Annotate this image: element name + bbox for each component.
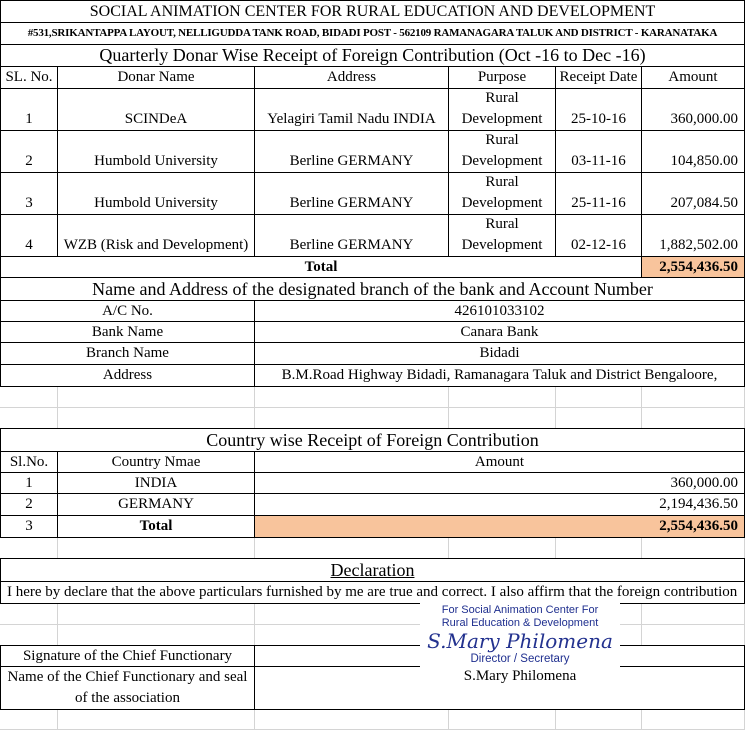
purpose-line2: Development xyxy=(461,195,543,211)
bank-label-bank-name: Bank Name xyxy=(0,321,255,343)
declaration-title: Declaration xyxy=(330,560,415,580)
bank-title: Name and Address of the designated branch of the bank and Account Number xyxy=(0,277,745,301)
cell-donor-name: Humbold University xyxy=(57,172,255,215)
total-amount: 2,554,436.50 xyxy=(641,256,745,278)
handwritten-signature: S.Mary Philomena xyxy=(427,629,613,653)
cell-sl: 1 xyxy=(0,472,58,494)
stamp-line2: Rural Education & Development xyxy=(441,617,599,629)
cell-purpose xyxy=(448,88,556,131)
bank-label-address: Address xyxy=(0,364,255,387)
purpose-line2: Development xyxy=(461,111,543,127)
cell-sl: 4 xyxy=(0,214,58,257)
col-header-receipt-date: Receipt Date xyxy=(555,66,642,89)
stamp-line1: For Social Animation Center For xyxy=(441,604,599,616)
cell-amount: 360,000.00 xyxy=(641,88,745,131)
cell-address: Berline GERMANY xyxy=(254,130,449,173)
gridline xyxy=(0,407,745,408)
bank-value-address: B.M.Road Highway Bidadi, Ramanagara Taluk and District Bengaloore, xyxy=(254,364,745,387)
cell-receipt-date: 25-10-16 xyxy=(555,88,642,131)
country-title: Country wise Receipt of Foreign Contribution xyxy=(0,428,745,452)
cell-donor-name: SCINDeA xyxy=(57,88,255,131)
col-header-sl: SL. No. xyxy=(0,66,58,89)
signature-stamp-image xyxy=(420,603,620,697)
cell-address: Yelagiri Tamil Nadu INDIA xyxy=(254,88,449,131)
cell-receipt-date: 25-11-16 xyxy=(555,172,642,215)
cell-donor-name: Humbold University xyxy=(57,130,255,173)
cell-sl: 1 xyxy=(0,88,58,131)
purpose-line2: Development xyxy=(461,237,543,253)
cell-amount: 104,850.00 xyxy=(641,130,745,173)
cell-donor-name: WZB (Risk and Development) xyxy=(57,214,255,257)
cell-sl: 2 xyxy=(0,493,58,516)
declaration-text: I here by declare that the above particulars furnished by me are true and correct. I also affirm that the foreign contribution xyxy=(0,581,745,604)
purpose-line2: Development xyxy=(461,153,543,169)
purpose-line1: Rural xyxy=(485,90,519,106)
cell-country: INDIA xyxy=(57,472,255,494)
col-header-amount: Amount xyxy=(641,66,745,89)
cell-amount: 360,000.00 xyxy=(254,472,745,494)
cell-country-total: Total xyxy=(57,515,255,538)
total-label: Total xyxy=(0,256,642,278)
cell-address: Berline GERMANY xyxy=(254,214,449,257)
cell-sl: 3 xyxy=(0,515,58,538)
purpose-line1: Rural xyxy=(485,174,519,190)
cell-amount: 2,194,436.50 xyxy=(254,493,745,516)
declaration-title-cell xyxy=(0,558,745,582)
bank-value-bank-name: Canara Bank xyxy=(254,321,745,343)
col-header-address: Address xyxy=(254,66,449,89)
stamp-line3: Director / Secretary xyxy=(470,653,570,665)
cell-receipt-date: 02-12-16 xyxy=(555,214,642,257)
chief-functionary-name: S.Mary Philomena xyxy=(463,668,577,684)
cell-sl: 2 xyxy=(0,130,58,173)
cell-country: GERMANY xyxy=(57,493,255,516)
cell-purpose xyxy=(448,130,556,173)
col-header-donor-name: Donar Name xyxy=(57,66,255,89)
name-label-line2: of the association xyxy=(75,690,180,706)
bank-label-ac-no: A/C No. xyxy=(0,300,255,322)
col-header-purpose: Purpose xyxy=(448,66,556,89)
signature-label: Signature of the Chief Functionary xyxy=(0,645,255,667)
purpose-line1: Rural xyxy=(485,132,519,148)
cell-amount: 1,882,502.00 xyxy=(641,214,745,257)
bank-value-branch: Bidadi xyxy=(254,342,745,365)
org-address: #531,SRIKANTAPPA LAYOUT, NELLIGUDDA TANK ROAD, BIDADI POST - 562109 RAMANAGARA TALUK AND DISTRICT - KARANATAKA xyxy=(0,22,745,45)
cell-receipt-date: 03-11-16 xyxy=(555,130,642,173)
cell-amount-total: 2,554,436.50 xyxy=(254,515,745,538)
name-label-line1: Name of the Chief Functionary and seal xyxy=(7,669,248,685)
col-header-country: Country Nmae xyxy=(57,451,255,473)
gridline xyxy=(0,624,745,625)
name-label xyxy=(0,666,255,710)
col-header-amount: Amount xyxy=(254,451,745,473)
cell-purpose xyxy=(448,172,556,215)
cell-address: Berline GERMANY xyxy=(254,172,449,215)
org-name: SOCIAL ANIMATION CENTER FOR RURAL EDUCATION AND DEVELOPMENT xyxy=(0,0,745,23)
cell-sl: 3 xyxy=(0,172,58,215)
purpose-line1: Rural xyxy=(485,216,519,232)
cell-amount: 207,084.50 xyxy=(641,172,745,215)
cell-purpose xyxy=(448,214,556,257)
col-header-sl: Sl.No. xyxy=(0,451,58,473)
report-title: Quarterly Donar Wise Receipt of Foreign Contribution (Oct -16 to Dec -16) xyxy=(0,44,745,67)
bank-value-ac-no: 426101033102 xyxy=(254,300,745,322)
bank-label-branch: Branch Name xyxy=(0,342,255,365)
